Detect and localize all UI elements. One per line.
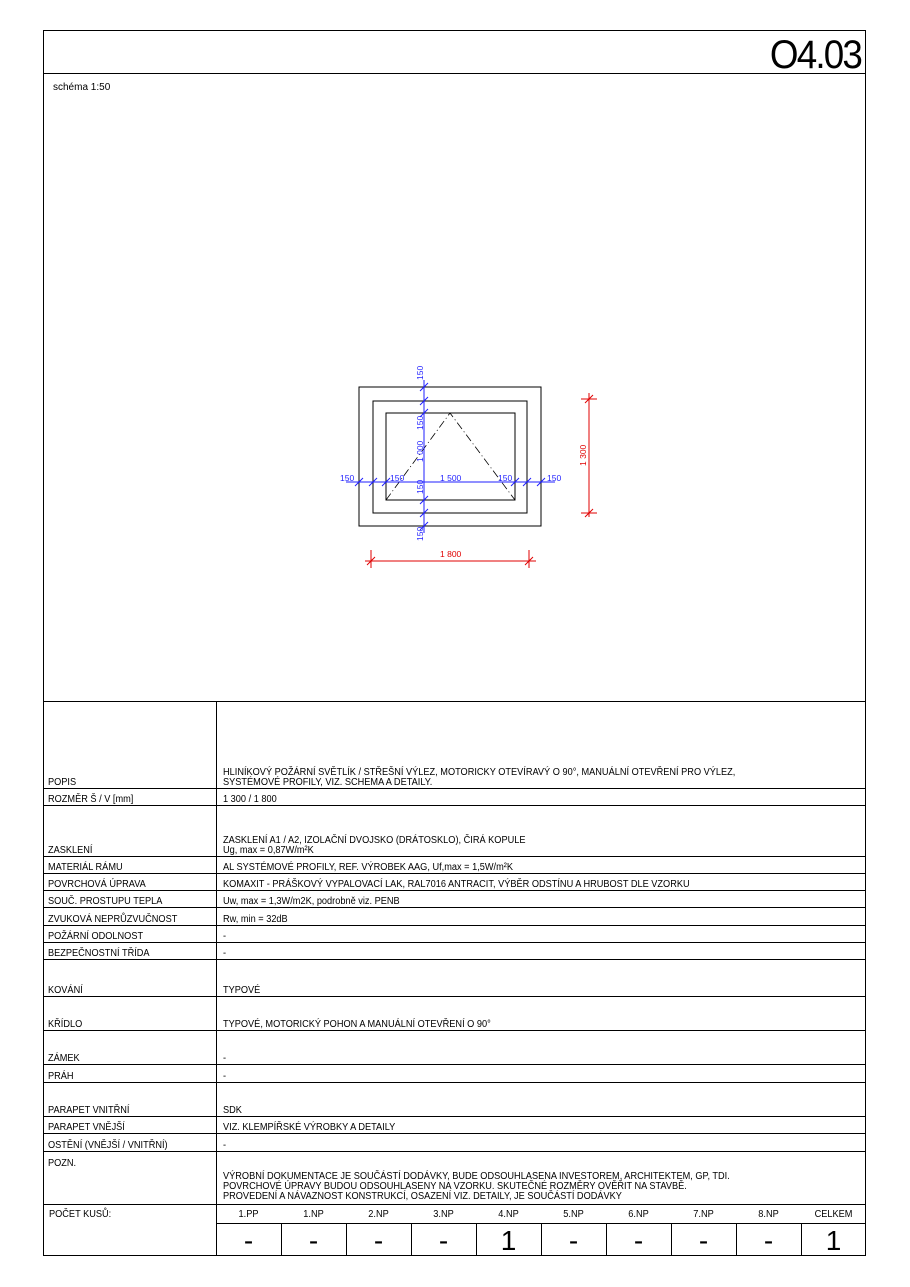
dim-right-inner: 150	[498, 473, 513, 483]
spec-label: POŽÁRNÍ ODOLNOST	[48, 931, 144, 942]
spec-value: VÝROBNÍ DOKUMENTACE JE SOUČÁSTÍ DODÁVKY, BUDE ODSOUHLASENA INVESTOREM, ARCHITEKTEM, GP, TDI. POVRCHOVÉ ÚPRAVY BUDOU ODSOUHLASENY NA VZORKU. SKUTEČNÉ ROZMĚRY OVĚŘIT NA STAVBĚ. PROVEDENÍ A NÁVAZNOST KONSTRUKCÍ, OSAZENÍ VIZ. DETAILY, JE SOUČÁSTÍ DODÁVKY	[223, 1171, 730, 1202]
count-value: 1	[500, 1225, 517, 1256]
middle-frame	[373, 401, 527, 513]
count-column-divider	[541, 1223, 542, 1256]
count-column-divider	[736, 1223, 737, 1256]
dim-width: 1 500	[440, 473, 462, 483]
spec-row	[43, 1031, 866, 1065]
count-value: -	[698, 1225, 709, 1256]
count-column-divider	[671, 1223, 672, 1256]
spec-value: -	[223, 1053, 227, 1064]
spec-row	[43, 806, 866, 857]
element-code: O4.03	[769, 33, 861, 77]
inner-frame	[386, 413, 515, 500]
spec-label: SOUČ. PROSTUPU TEPLA	[48, 896, 163, 907]
spec-label: KOVÁNÍ	[48, 985, 83, 996]
count-floor-label: 1.NP	[303, 1209, 324, 1220]
spec-value: HLINÍKOVÝ POŽÁRNÍ SVĚTLÍK / STŘEŠNÍ VÝLEZ, MOTORICKY OTEVÍRAVÝ O 90°, MANUÁLNÍ OTEVŘENÍ PRO VÝLEZ, SYSTÉMOVÉ PROFILY, VIZ. SCHEMA A DETAILY.	[223, 767, 736, 788]
opening-line	[386, 413, 515, 500]
spec-value: -	[223, 1071, 227, 1082]
spec-row	[43, 926, 866, 943]
counts-label: POČET KUSŮ:	[49, 1209, 112, 1220]
dim-bottom-outer: 150	[415, 526, 425, 541]
spec-row	[43, 1117, 866, 1134]
count-floor-label: CELKEM	[814, 1209, 853, 1220]
spec-row	[43, 1152, 866, 1205]
count-column-divider	[346, 1223, 347, 1256]
count-floor-label: 5.NP	[563, 1209, 584, 1220]
spec-row	[43, 1083, 866, 1117]
count-column-divider	[281, 1223, 282, 1256]
spec-value: TYPOVÉ	[223, 985, 261, 996]
spec-row	[43, 701, 866, 789]
spec-label: ZASKLENÍ	[48, 845, 93, 856]
count-value: -	[373, 1225, 384, 1256]
count-floor-label: 2.NP	[368, 1209, 389, 1220]
spec-value: SDK	[223, 1105, 242, 1116]
spec-label: POZN.	[48, 1158, 77, 1169]
spec-label: ROZMĚR Š / V [mm]	[48, 794, 134, 805]
spec-row	[43, 1134, 866, 1152]
spec-label: BEZPEČNOSTNÍ TŘÍDA	[48, 948, 150, 959]
count-column-divider	[801, 1223, 802, 1256]
spec-row	[43, 943, 866, 960]
spec-row	[43, 1065, 866, 1083]
spec-row	[43, 857, 866, 874]
dim-top-outer: 150	[415, 365, 425, 380]
spec-value: AL SYSTÉMOVÉ PROFILY, REF. VÝROBEK AAG, Uf,max = 1,5W/m²K	[223, 862, 513, 873]
dim-right-outer: 150	[547, 473, 562, 483]
spec-label: OSTĚNÍ (VNĚJŠÍ / VNITŘNÍ)	[48, 1140, 168, 1151]
dim-left-inner: 150	[390, 473, 405, 483]
spec-row	[43, 789, 866, 806]
count-column-divider	[411, 1223, 412, 1256]
dim-overall-height: 1 300	[578, 444, 588, 466]
count-floor-label: 7.NP	[693, 1209, 714, 1220]
count-floor-label: 4.NP	[498, 1209, 519, 1220]
count-floor-label: 6.NP	[628, 1209, 649, 1220]
blue-dimensions	[346, 380, 555, 533]
spec-label: ZÁMEK	[48, 1053, 80, 1064]
dim-left-outer: 150	[340, 473, 355, 483]
spec-label: PRÁH	[48, 1071, 74, 1082]
dim-height: 1 000	[415, 440, 425, 462]
count-value: -	[243, 1225, 254, 1256]
count-floor-label: 3.NP	[433, 1209, 454, 1220]
spec-label: PARAPET VNITŘNÍ	[48, 1105, 130, 1116]
spec-row	[43, 960, 866, 997]
spec-row	[43, 874, 866, 891]
spec-label: POVRCHOVÁ ÚPRAVA	[48, 879, 146, 890]
spec-value: ZASKLENÍ A1 / A2, IZOLAČNÍ DVOJSKO (DRÁTOSKLO), ČIRÁ KOPULE Ug, max = 0,87W/m²K	[223, 835, 526, 856]
dim-overall-width: 1 800	[440, 549, 462, 559]
spec-value: -	[223, 948, 227, 959]
count-value: -	[308, 1225, 319, 1256]
dim-bottom-inner: 150	[415, 479, 425, 494]
spec-value: -	[223, 931, 227, 942]
count-value: 1	[825, 1225, 842, 1256]
spec-row	[43, 891, 866, 908]
spec-value: Uw, max = 1,3W/m2K, podrobně viz. PENB	[223, 896, 400, 907]
spec-value: 1 300 / 1 800	[223, 794, 277, 805]
count-value: -	[438, 1225, 449, 1256]
scale-label: schéma 1:50	[53, 82, 111, 93]
count-column-divider	[606, 1223, 607, 1256]
spec-value: VIZ. KLEMPÍŘSKÉ VÝROBKY A DETAILY	[223, 1122, 396, 1133]
count-floor-label: 8.NP	[758, 1209, 779, 1220]
spec-label: KŘÍDLO	[48, 1019, 83, 1030]
spec-label: ZVUKOVÁ NEPRŮZVUČNOST	[48, 914, 178, 925]
count-floor-label: 1.PP	[238, 1209, 259, 1220]
spec-value: Rw, min = 32dB	[223, 914, 288, 925]
spec-label: MATERIÁL RÁMU	[48, 862, 123, 873]
spec-row	[43, 908, 866, 926]
dim-top-inner: 150	[415, 415, 425, 430]
count-value: -	[633, 1225, 644, 1256]
spec-value: TYPOVÉ, MOTORICKÝ POHON A MANUÁLNÍ OTEVŘENÍ O 90°	[223, 1019, 491, 1030]
count-column-divider	[476, 1223, 477, 1256]
spec-row	[43, 997, 866, 1031]
count-value: -	[763, 1225, 774, 1256]
spec-label: PARAPET VNĚJŠÍ	[48, 1122, 125, 1133]
count-value: -	[568, 1225, 579, 1256]
spec-value: KOMAXIT - PRÁŠKOVÝ VYPALOVACÍ LAK, RAL7016 ANTRACIT, VÝBĚR ODSTÍNU A HRUBOST DLE VZORKU	[223, 879, 690, 890]
spec-value: -	[223, 1140, 227, 1151]
spec-label: POPIS	[48, 777, 77, 788]
